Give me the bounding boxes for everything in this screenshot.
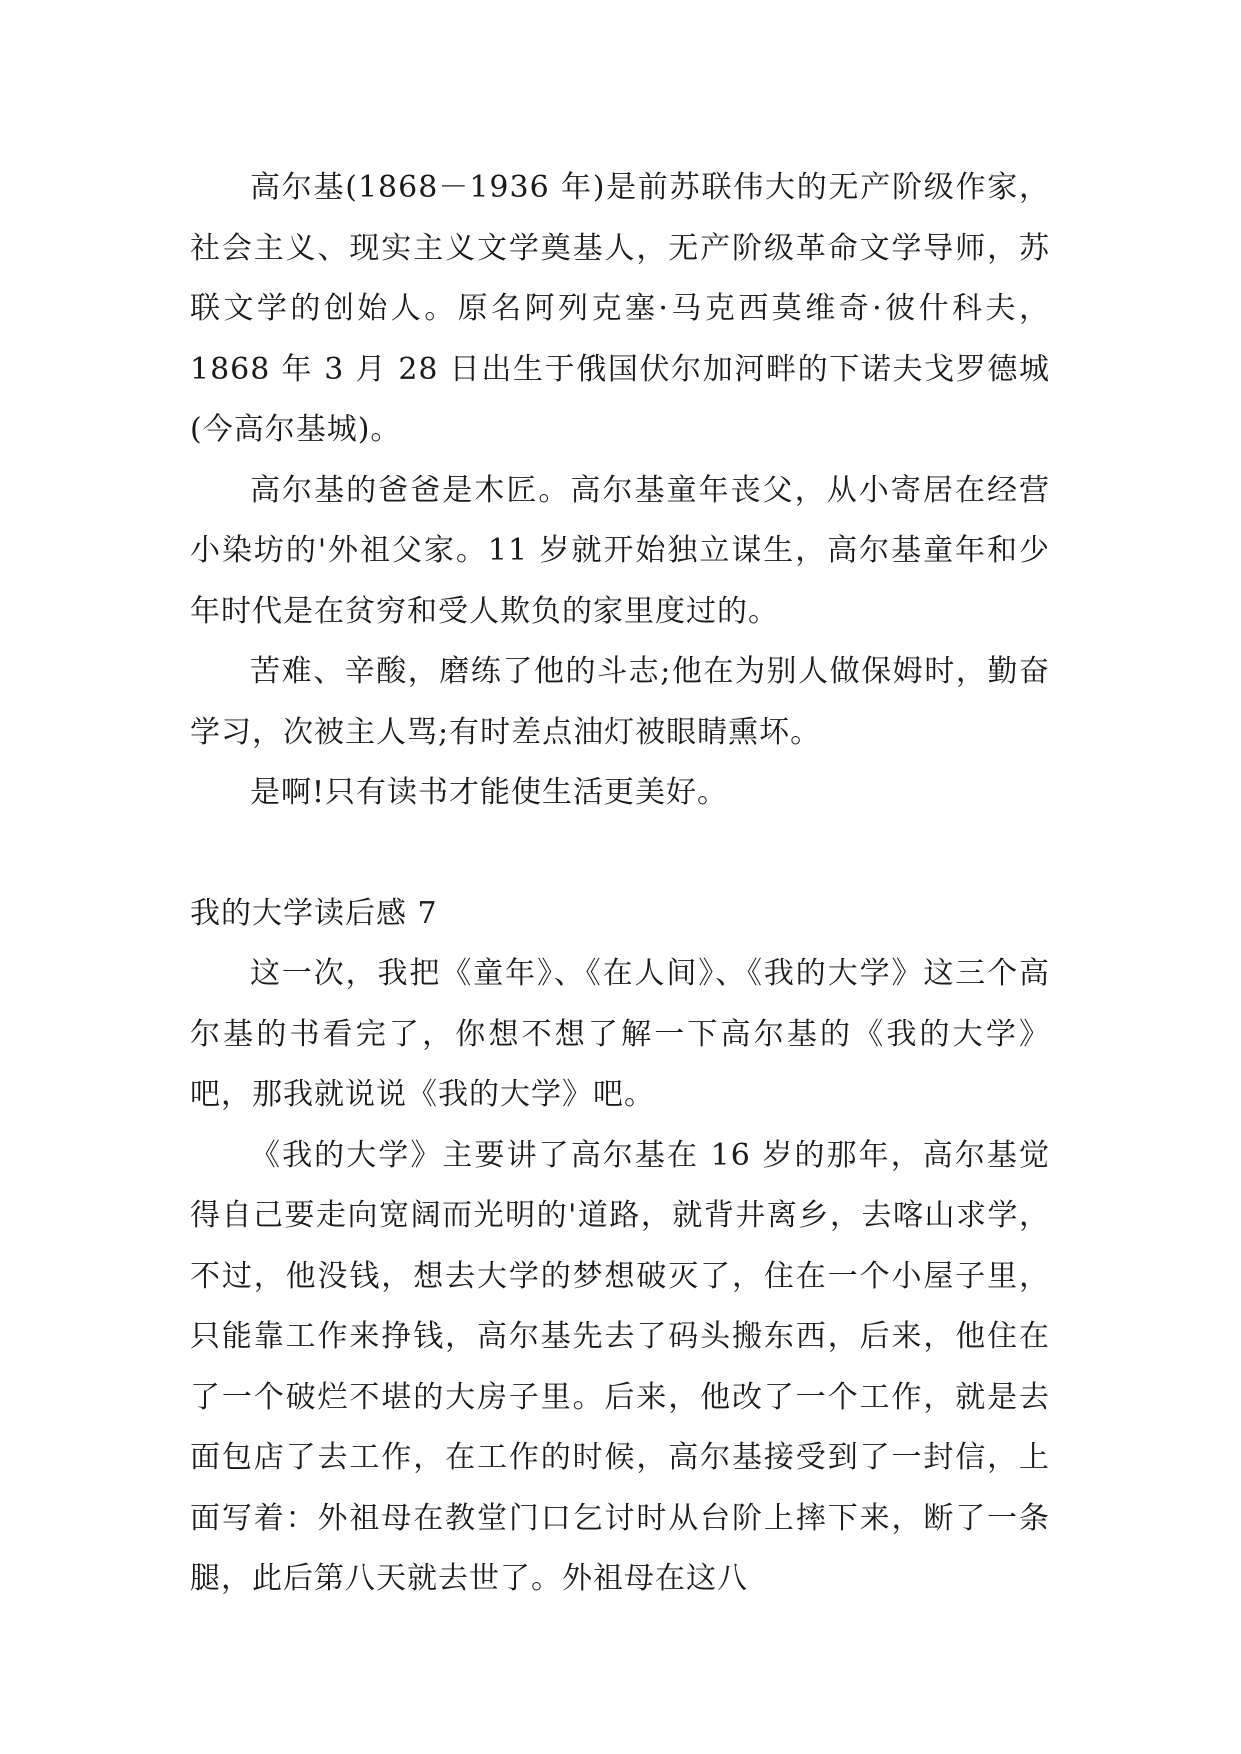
paragraph-books-read: 这一次，我把《童年》、《在人间》、《我的大学》这三个高尔基的书看完了，你想不想了解一下高尔基的《我的大学》吧，那我就说说《我的大学》吧。 (190, 956, 1050, 1112)
document-body (190, 158, 1050, 1610)
section-heading: 我的大学读后感 7 (190, 895, 438, 931)
paragraph-my-university-summary: 《我的大学》主要讲了高尔基在 16 岁的那年，高尔基觉得自己要走向宽阔而光明的'道路，就背井离乡，去喀山求学，不过，他没钱，想去大学的梦想破灭了，住在一个小屋子里，只能靠工作来挣钱，高尔基先去了码头搬东西，后来，他住在了一个破烂不堪的大房子里。后来，他改了一个工作，就是去面包店了去工作，在工作的时候，高尔基接受到了一封信，上面写着：外祖母在教堂门口乞讨时从台阶上摔下来，断了一条腿，此后第八天就去世了。外祖母在这八 (190, 1137, 1050, 1596)
paragraph-gorky-childhood: 高尔基的爸爸是木匠。高尔基童年丧父，从小寄居在经营小染坊的'外祖父家。11 岁就开始独立谋生，高尔基童年和少年时代是在贫穷和受人欺负的家里度过的。 (190, 472, 1050, 629)
paragraph-gorky-intro: 高尔基(1868－1936 年)是前苏联伟大的无产阶级作家，社会主义、现实主义文学奠基人，无产阶级革命文学导师，苏联文学的创始人。原名阿列克塞·马克西莫维奇·彼什科夫，1868 年 3 月 28 日出生于俄国伏尔加河畔的下诺夫戈罗德城(今高尔基城)。 (190, 170, 1050, 447)
paragraph-hardship: 苦难、辛酸，磨练了他的斗志;他在为别人做保姆时，勤奋学习，次被主人骂;有时差点油灯被眼睛熏坏。 (190, 654, 1050, 750)
paragraph-reading: 是啊!只有读书才能使生活更美好。 (250, 775, 729, 810)
